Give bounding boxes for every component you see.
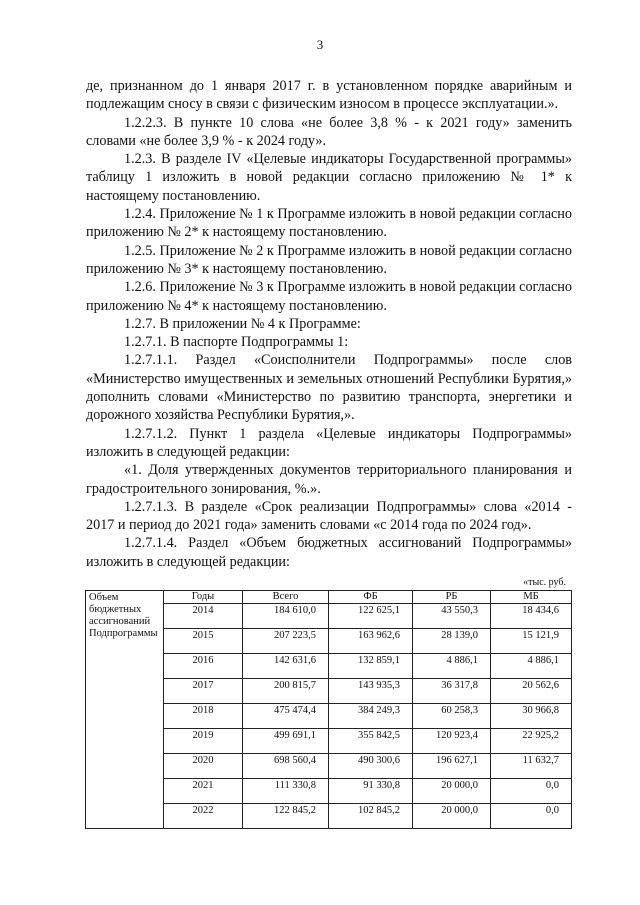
cell-fb: 122 625,1: [329, 604, 413, 629]
cell-year: 2018: [164, 704, 243, 729]
cell-mb: 20 562,6: [491, 679, 572, 704]
cell-total: 142 631,6: [243, 654, 329, 679]
cell-total: 698 560,4: [243, 754, 329, 779]
cell-year: 2021: [164, 779, 243, 804]
cell-fb: 143 935,3: [329, 679, 413, 704]
cell-fb: 384 249,3: [329, 704, 413, 729]
paragraph: 1.2.7.1.3. В разделе «Срок реализации Подпрограммы» слова «2014 - 2017 и период до 2021 года» заменить словами «с 2014 года по 2024 год».: [86, 498, 572, 534]
table-units-label: «тыс. руб.: [523, 577, 566, 588]
cell-rb: 60 258,3: [413, 704, 491, 729]
cell-total: 475 474,4: [243, 704, 329, 729]
cell-year: 2016: [164, 654, 243, 679]
paragraph: 1.2.7.1.2. Пункт 1 раздела «Целевые индикаторы Подпрограммы» изложить в следующей редакции:: [86, 425, 572, 460]
cell-mb: 4 886,1: [491, 654, 572, 679]
cell-mb: 22 925,2: [491, 729, 572, 754]
paragraph: де, признанном до 1 января 2017 г. в установленном порядке аварийным и подлежащим сносу в связи с физическим износом в процессе эксплуатации.».: [86, 78, 572, 113]
cell-year: 2022: [164, 804, 243, 829]
cell-mb: 15 121,9: [491, 629, 572, 654]
cell-fb: 163 962,6: [329, 629, 413, 654]
cell-mb: 0,0: [491, 779, 572, 804]
paragraph: 1.2.3. В разделе IV «Целевые индикаторы Государственной программы» таблицу 1 изложить в новой редакции согласно приложению № 1* к настоящему постановлению.: [86, 151, 572, 204]
header-total: Всего: [243, 591, 329, 604]
cell-fb: 355 842,5: [329, 729, 413, 754]
cell-rb: 43 550,3: [413, 604, 491, 629]
cell-total: 200 815,7: [243, 679, 329, 704]
cell-fb: 91 330,8: [329, 779, 413, 804]
table-row: [86, 604, 572, 629]
body-text: [86, 77, 572, 571]
cell-year: 2015: [164, 629, 243, 654]
cell-total: 499 691,1: [243, 729, 329, 754]
cell-rb: 20 000,0: [413, 804, 491, 829]
paragraph: 1.2.7. В приложении № 4 к Программе:: [124, 315, 361, 332]
cell-year: 2020: [164, 754, 243, 779]
paragraph: «1. Доля утвержденных документов территориального планирования и градостроительного зонирования, %.».: [86, 462, 572, 497]
cell-mb: 30 966,8: [491, 704, 572, 729]
cell-rb: 120 923,4: [413, 729, 491, 754]
cell-year: 2019: [164, 729, 243, 754]
cell-fb: 102 845,2: [329, 804, 413, 829]
header-fb: ФБ: [329, 591, 413, 604]
cell-total: 111 330,8: [243, 779, 329, 804]
cell-rb: 196 627,1: [413, 754, 491, 779]
cell-rb: 28 139,0: [413, 629, 491, 654]
cell-mb: 0,0: [491, 804, 572, 829]
header-years: Годы: [164, 591, 243, 604]
cell-year: 2014: [164, 604, 243, 629]
cell-rb: 36 317,8: [413, 679, 491, 704]
paragraph: 1.2.7.1.4. Раздел «Объем бюджетных ассигнований Подпрограммы» изложить в следующей редакции:: [86, 535, 572, 570]
budget-table: [85, 590, 572, 829]
cell-total: 122 845,2: [243, 804, 329, 829]
cell-rb: 4 886,1: [413, 654, 491, 679]
cell-mb: 11 632,7: [491, 754, 572, 779]
cell-fb: 132 859,1: [329, 654, 413, 679]
paragraph: 1.2.2.3. В пункте 10 слова «не более 3,8 % - к 2021 году» заменить словами «не более 3,9 % - к 2024 году».: [86, 114, 572, 149]
cell-total: 207 223,5: [243, 629, 329, 654]
paragraph: 1.2.7.1.1. Раздел «Соисполнители Подпрограммы» после слов «Министерство имущественных и земельных отношений Республики Бурятия,» дополнить словами «Министерство по развитию транспорта, энергетики и дорожного хозяйства Республики Бурятия,».: [86, 352, 572, 424]
paragraph: 1.2.5. Приложение № 2 к Программе изложить в новой редакции согласно приложению № 3* к настоящему постановлению.: [86, 242, 572, 277]
paragraph: 1.2.6. Приложение № 3 к Программе изложить в новой редакции согласно приложению № 4* к настоящему постановлению.: [86, 279, 572, 314]
paragraph: 1.2.4. Приложение № 1 к Программе изложить в новой редакции согласно приложению № 2* к настоящему постановлению.: [86, 206, 572, 241]
page-number: 3: [316, 37, 324, 52]
cell-fb: 490 300,6: [329, 754, 413, 779]
row-group-label: Объем бюджетных ассигнований Подпрограммы: [86, 591, 164, 816]
cell-mb: 18 434,6: [491, 604, 572, 629]
paragraph: 1.2.7.1. В паспорте Подпрограммы 1:: [124, 334, 349, 351]
header-mb: МБ: [491, 591, 572, 604]
header-rb: РБ: [413, 591, 491, 604]
cell-total: 184 610,0: [243, 604, 329, 629]
cell-rb: 20 000,0: [413, 779, 491, 804]
cell-year: 2017: [164, 679, 243, 704]
